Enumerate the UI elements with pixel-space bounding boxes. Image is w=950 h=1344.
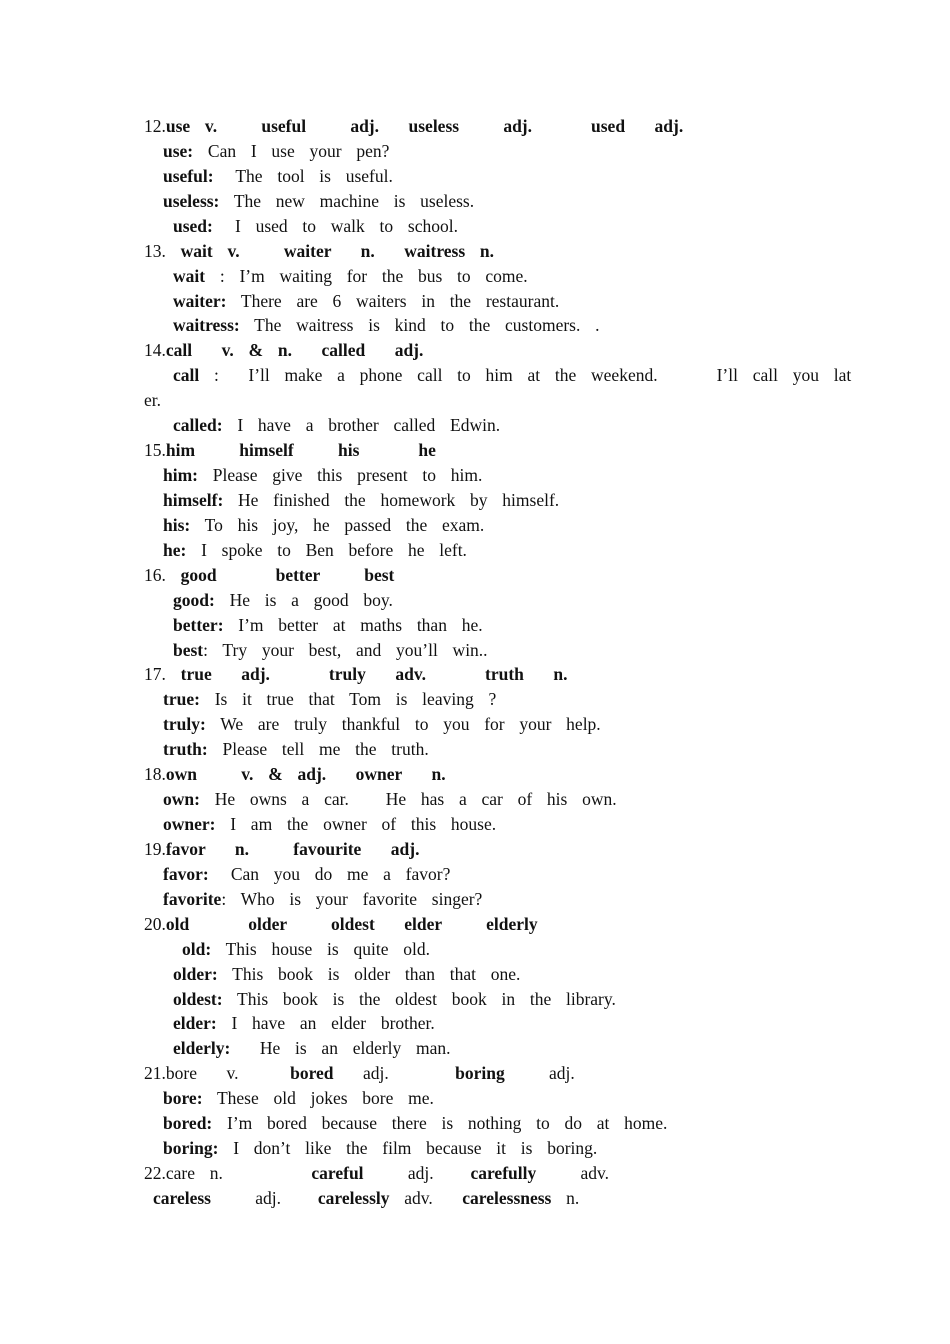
- bold-term: old older oldest elder elderly: [165, 914, 538, 934]
- text-line: [173, 1037, 451, 1059]
- plain-text: Is it true that Tom is leaving ?: [199, 689, 497, 709]
- text-line: [144, 240, 494, 262]
- bold-term: wait v. waiter n. waitress n.: [180, 241, 495, 261]
- text-line: [163, 738, 429, 760]
- text-line: [163, 1137, 597, 1159]
- plain-text: adj.: [333, 1063, 456, 1083]
- text-line: [173, 290, 559, 312]
- plain-text: He is a good boy.: [214, 590, 393, 610]
- bold-term: owner:: [163, 814, 216, 834]
- text-line: [163, 1087, 434, 1109]
- plain-text: Please tell me the truth.: [207, 739, 429, 759]
- plain-text: These old jokes bore me.: [202, 1088, 434, 1108]
- bold-term: useless:: [163, 191, 220, 211]
- bold-term: carelessness: [462, 1188, 552, 1208]
- plain-text: 13.: [144, 241, 181, 261]
- bold-term: waiter:: [173, 291, 227, 311]
- text-line: [144, 115, 683, 137]
- bold-term: use v. useful adj. useless adj. used adj.: [165, 116, 684, 136]
- plain-text: I’m bored because there is nothing to do at home.: [212, 1113, 668, 1133]
- text-line: [173, 614, 483, 636]
- plain-text: 18.: [144, 764, 166, 784]
- bold-term: himself:: [163, 490, 224, 510]
- text-line: [144, 763, 446, 785]
- plain-text: : Who is your favorite singer?: [221, 889, 483, 909]
- bold-term: bored: [290, 1063, 334, 1083]
- bold-term: truly:: [163, 714, 206, 734]
- bold-term: careless: [153, 1188, 211, 1208]
- bold-term: he:: [163, 540, 187, 560]
- text-line: [163, 514, 484, 536]
- plain-text: : Try your best, and you’ll win..: [203, 640, 488, 660]
- plain-text: I’m better at maths than he.: [223, 615, 483, 635]
- bold-term: bore:: [163, 1088, 203, 1108]
- plain-text: This house is quite old.: [211, 939, 430, 959]
- text-line: [144, 439, 436, 461]
- plain-text: Can I use your pen?: [193, 141, 390, 161]
- plain-text: 17.: [144, 664, 181, 684]
- plain-text: Can you do me a favor?: [208, 864, 451, 884]
- plain-text: He finished the homework by himself.: [223, 490, 560, 510]
- bold-term: use:: [163, 141, 194, 161]
- text-line: [173, 364, 851, 386]
- plain-text: He is an elderly man.: [230, 1038, 451, 1058]
- plain-text: 19.: [144, 839, 166, 859]
- plain-text: 12.: [144, 116, 166, 136]
- plain-text: adj.: [211, 1188, 318, 1208]
- text-line: [163, 464, 482, 486]
- bold-term: bored:: [163, 1113, 213, 1133]
- bold-term: careful: [311, 1163, 364, 1183]
- text-line: [173, 963, 520, 985]
- text-line: [173, 265, 528, 287]
- bold-term: elder:: [173, 1013, 217, 1033]
- plain-text: I don’t like the film because it is boring.: [218, 1138, 598, 1158]
- text-line: [173, 314, 599, 336]
- text-line: [163, 190, 474, 212]
- text-line: [163, 688, 496, 710]
- text-line: [144, 389, 161, 411]
- bold-term: good:: [173, 590, 215, 610]
- plain-text: 21.bore v.: [144, 1063, 291, 1083]
- text-line: [163, 813, 496, 835]
- bold-term: elderly:: [173, 1038, 231, 1058]
- plain-text: 22.care n.: [144, 1163, 312, 1183]
- plain-text: The new machine is useless.: [219, 191, 475, 211]
- bold-term: boring: [455, 1063, 505, 1083]
- bold-term: boring:: [163, 1138, 219, 1158]
- text-line: [144, 838, 419, 860]
- plain-text: adj.: [504, 1063, 575, 1083]
- bold-term: oldest:: [173, 989, 223, 1009]
- bold-term: useful:: [163, 166, 214, 186]
- plain-text: Please give this present to him.: [198, 465, 483, 485]
- plain-text: I spoke to Ben before he left.: [186, 540, 467, 560]
- text-line: [173, 589, 393, 611]
- plain-text: The tool is useful.: [213, 166, 393, 186]
- bold-term: older:: [173, 964, 218, 984]
- plain-text: adv.: [389, 1188, 463, 1208]
- bold-term: his:: [163, 515, 191, 535]
- bold-term: own v. & adj. owner n.: [165, 764, 446, 784]
- bold-term: carelessly: [317, 1188, 390, 1208]
- bold-term: best: [173, 640, 204, 660]
- bold-term: used:: [173, 216, 213, 236]
- plain-text: 16.: [144, 565, 181, 585]
- bold-term: good better best: [180, 565, 395, 585]
- plain-text: He owns a car. He has a car of his own.: [199, 789, 617, 809]
- text-line: [182, 938, 430, 960]
- bold-term: him himself his he: [165, 440, 436, 460]
- plain-text: : I’m waiting for the bus to come.: [205, 266, 528, 286]
- text-line: [163, 713, 601, 735]
- bold-term: favorite: [163, 889, 222, 909]
- plain-text: adv.: [536, 1163, 609, 1183]
- bold-term: favor:: [163, 864, 209, 884]
- text-line: [173, 1012, 435, 1034]
- bold-term: truth:: [163, 739, 208, 759]
- plain-text: 14.: [144, 340, 166, 360]
- bold-term: wait: [173, 266, 206, 286]
- text-line: [163, 788, 617, 810]
- plain-text: I have an elder brother.: [216, 1013, 435, 1033]
- bold-term: him:: [163, 465, 198, 485]
- text-line: [144, 913, 538, 935]
- text-line: [144, 339, 423, 361]
- bold-term: call v. & n. called adj.: [165, 340, 424, 360]
- bold-term: true:: [163, 689, 200, 709]
- text-line: [153, 1187, 579, 1209]
- bold-term: better:: [173, 615, 224, 635]
- text-line: [163, 140, 389, 162]
- text-line: [144, 663, 567, 685]
- bold-term: call: [173, 365, 200, 385]
- bold-term: own:: [163, 789, 200, 809]
- bold-term: called:: [173, 415, 223, 435]
- plain-text: er.: [144, 390, 162, 410]
- text-line: [173, 215, 458, 237]
- bold-term: carefully: [470, 1163, 537, 1183]
- text-line: [163, 888, 482, 910]
- plain-text: n.: [551, 1188, 580, 1208]
- text-line: [163, 539, 467, 561]
- bold-term: true adj. truly adv. truth n.: [180, 664, 568, 684]
- plain-text: This book is older than that one.: [217, 964, 521, 984]
- bold-term: waitress:: [173, 315, 240, 335]
- text-line: [163, 1112, 667, 1134]
- text-line: [173, 988, 616, 1010]
- text-line: [163, 489, 559, 511]
- text-line: [173, 639, 488, 661]
- plain-text: We are truly thankful to you for your help.: [205, 714, 601, 734]
- plain-text: I am the owner of this house.: [215, 814, 497, 834]
- bold-term: old:: [182, 939, 212, 959]
- plain-text: : I’ll make a phone call to him at the weekend. I’ll call you lat: [199, 365, 852, 385]
- text-line: [163, 165, 393, 187]
- bold-term: favor n. favourite adj.: [165, 839, 420, 859]
- text-line: [163, 863, 450, 885]
- text-line: [144, 1162, 609, 1184]
- text-line: [144, 1062, 575, 1084]
- plain-text: I used to walk to school.: [212, 216, 458, 236]
- plain-text: The waitress is kind to the customers. .: [239, 315, 600, 335]
- plain-text: To his joy, he passed the exam.: [190, 515, 485, 535]
- text-line: [144, 564, 394, 586]
- plain-text: adj.: [363, 1163, 471, 1183]
- plain-text: 15.: [144, 440, 166, 460]
- plain-text: There are 6 waiters in the restaurant.: [226, 291, 560, 311]
- plain-text: This book is the oldest book in the library.: [222, 989, 616, 1009]
- plain-text: 20.: [144, 914, 166, 934]
- text-line: [173, 414, 500, 436]
- plain-text: I have a brother called Edwin.: [222, 415, 501, 435]
